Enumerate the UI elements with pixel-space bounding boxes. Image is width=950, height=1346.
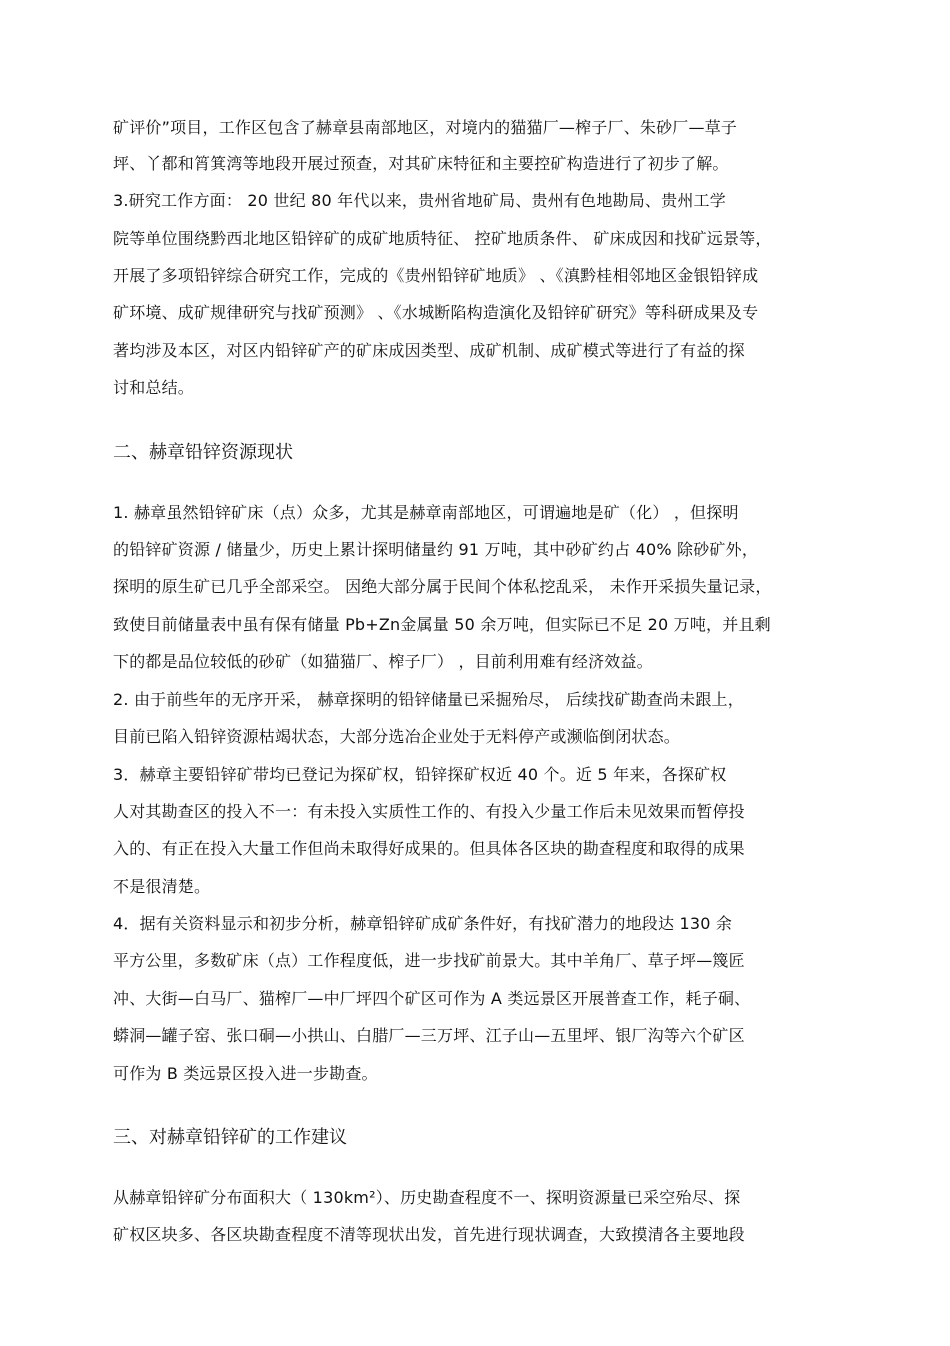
text-line: 的铅锌矿资源 / 储量少，历史上累计探明储量约 91 万吨，其中砂矿约占 40% 除砂矿外， bbox=[113, 540, 759, 559]
text-line: 平方公里，多数矿床（点）工作程度低，进一步找矿前景大。其中羊角厂、草子坪—篾匠 bbox=[113, 951, 745, 970]
text-line: 致使目前储量表中虽有保有储量 Pb+Zn金属量 50 余万吨，但实际已不足 20 万吨，并且剩 bbox=[113, 615, 771, 634]
text-line: 开展了多项铅锌综合研究工作，完成的《贵州铅锌矿地质》 、《滇黔桂相邻地区金银铅锌成 bbox=[113, 266, 759, 285]
text-line: 蟒洞—罐子窑、张口硐—小拱山、白腊厂—三万坪、江子山—五里坪、银厂沟等六个矿区 bbox=[113, 1026, 745, 1045]
text-line: 矿权区块多、各区块勘查程度不清等现状出发，首先进行现状调查，大致摸清各主要地段 bbox=[113, 1225, 745, 1244]
text-line: 人对其勘查区的投入不一：有未投入实质性工作的、有投入少量工作后未见效果而暂停投 bbox=[113, 802, 745, 821]
text-line: 冲、大街—白马厂、猫榨厂—中厂坪四个矿区可作为 A 类远景区开展普查工作，耗子硐、 bbox=[113, 989, 751, 1008]
text-line: 4．据有关资料显示和初步分析，赫章铅锌矿成矿条件好，有找矿潜力的地段达 130 余 bbox=[113, 914, 733, 933]
text-line: 可作为 B 类远景区投入进一步勘查。 bbox=[113, 1064, 378, 1083]
text-line: 1. 赫章虽然铅锌矿床（点）众多，尤其是赫章南部地区，可谓遍地是矿（化） ，但探明 bbox=[113, 503, 739, 522]
section-heading: 三、对赫章铅锌矿的工作建议 bbox=[113, 1127, 347, 1148]
text-line: 不是很清楚。 bbox=[113, 877, 211, 896]
text-line: 讨和总结。 bbox=[113, 378, 195, 397]
text-line: 矿环境、成矿规律研究与找矿预测》 、《水城断陷构造演化及铅锌矿研究》等科研成果及专 bbox=[113, 303, 759, 322]
text-line: 2. 由于前些年的无序开采， 赫章探明的铅锌储量已采掘殆尽， 后续找矿勘查尚未跟上， bbox=[113, 690, 744, 709]
text-line: 著均涉及本区，对区内铅锌矿产的矿床成因类型、成矿机制、成矿模式等进行了有益的探 bbox=[113, 341, 745, 360]
text-line: 坪、丫都和筲箕湾等地段开展过预查，对其矿床特征和主要控矿构造进行了初步了解。 bbox=[113, 154, 729, 173]
text-line: 目前已陷入铅锌资源枯竭状态，大部分选冶企业处于无料停产或濒临倒闭状态。 bbox=[113, 727, 681, 746]
text-line: 探明的原生矿已几乎全部采空。 因绝大部分属于民间个体私挖乱采， 未作开采损失量记录， bbox=[113, 577, 772, 596]
text-line: 矿评价”项目，工作区包含了赫章县南部地区，对境内的猫猫厂—榨子厂、朱砂厂—草子 bbox=[113, 118, 738, 137]
text-line: 3.研究工作方面： 20 世纪 80 年代以来，贵州省地矿局、贵州有色地勘局、贵州工学 bbox=[113, 191, 726, 210]
text-line: 入的、有正在投入大量工作但尚未取得好成果的。但具体各区块的勘查程度和取得的成果 bbox=[113, 839, 745, 858]
section-heading: 二、赫章铅锌资源现状 bbox=[113, 442, 293, 463]
text-line: 下的都是品位较低的砂矿（如猫猫厂、榨子厂） ，目前利用难有经济效益。 bbox=[113, 652, 653, 671]
text-line: 从赫章铅锌矿分布面积大（ 130km²）、历史勘查程度不一、探明资源量已采空殆尽、探 bbox=[113, 1188, 741, 1207]
text-line: 3．赫章主要铅锌矿带均已登记为探矿权，铅锌探矿权近 40 个。近 5 年来，各探矿权 bbox=[113, 765, 727, 784]
text-line: 院等单位围绕黔西北地区铅锌矿的成矿地质特征、 控矿地质条件、 矿床成因和找矿远景等， bbox=[113, 229, 772, 248]
